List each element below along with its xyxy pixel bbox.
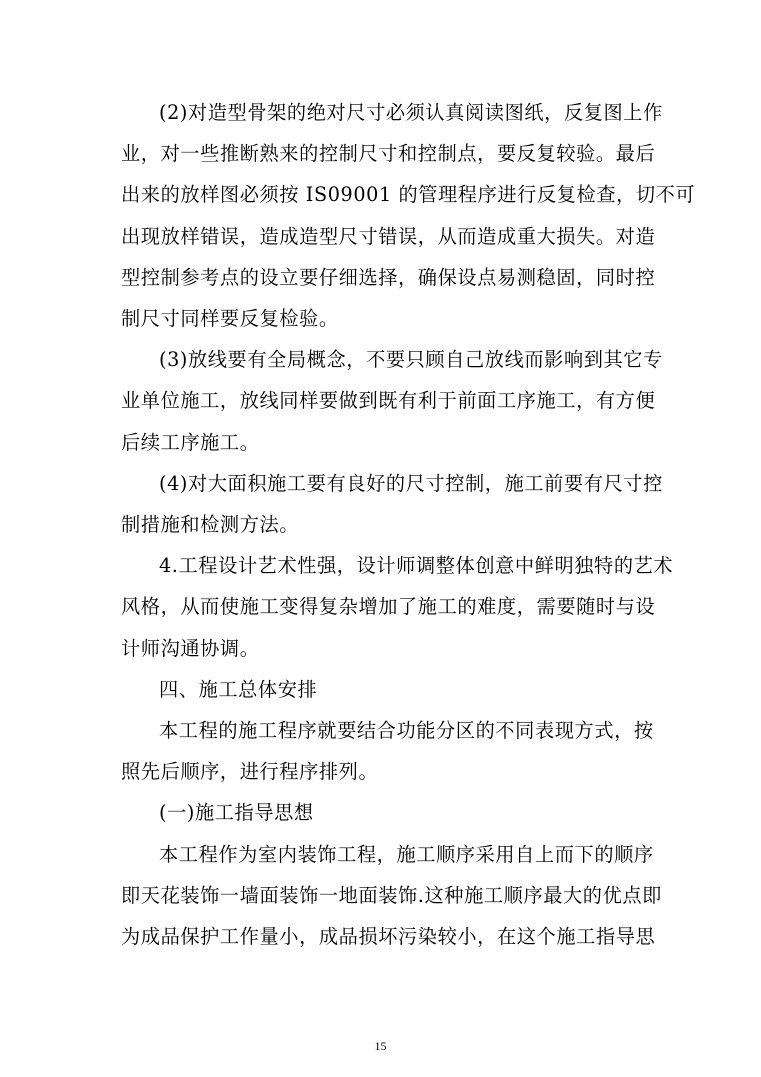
text-line: (3)放线要有全局概念，不要只顾自己放线而影响到其它专 [159, 348, 663, 372]
text-line: 业，对一些推断熟来的控制尺寸和控制点，要反复较验。最后 [121, 142, 656, 166]
text-line: 为成品保护工作量小，成品损坏污染较小，在这个施工指导思 [121, 925, 656, 949]
text-line: 即天花装饰一墙面装饰一地面装饰.这种施工顺序最大的优点即 [121, 883, 662, 907]
text-line: 型控制参考点的设立要仔细选择，确保设点易测稳固，同时控 [121, 265, 656, 289]
text-line: 业单位施工，放线同样要做到既有利于前面工序施工，有方便 [121, 389, 656, 413]
text-line: (一)施工指导思想 [159, 801, 314, 825]
body-text [121, 92, 696, 957]
text-line: 出来的放样图必须按 IS09001 的管理程序进行反复检查，切不可 [121, 183, 696, 207]
text-line: 4.工程设计艺术性强，设计师调整体创意中鲜明独特的艺术 [159, 554, 674, 578]
page-number: 15 [374, 1039, 387, 1053]
text-line: 照先后顺序，进行程序排列。 [121, 760, 379, 784]
text-line: 后续工序施工。 [121, 430, 260, 454]
text-line: (2)对造型骨架的绝对尺寸必须认真阅读图纸，反复图上作 [159, 101, 663, 124]
text-line: 四、施工总体安排 [159, 677, 318, 701]
text-line: (4)对大面积施工要有良好的尺寸控制，施工前要有尺寸控 [159, 471, 663, 495]
text-line: 本工程的施工程序就要结合功能分区的不同表现方式，按 [159, 719, 654, 743]
text-line: 制措施和检测方法。 [121, 513, 300, 537]
text-line: 本工程作为室内装饰工程，施工顺序采用自上而下的顺序 [159, 842, 654, 866]
text-lines [121, 92, 696, 957]
text-line: 计师沟通协调。 [121, 636, 260, 660]
text-line: 风格，从而使施工变得复杂增加了施工的难度，需要随时与设 [121, 595, 656, 619]
text-line: 制尺寸同样要反复检验。 [121, 307, 339, 331]
text-line: 出现放样错误，造成造型尺寸错误，从而造成重大损失。对造 [121, 224, 656, 248]
